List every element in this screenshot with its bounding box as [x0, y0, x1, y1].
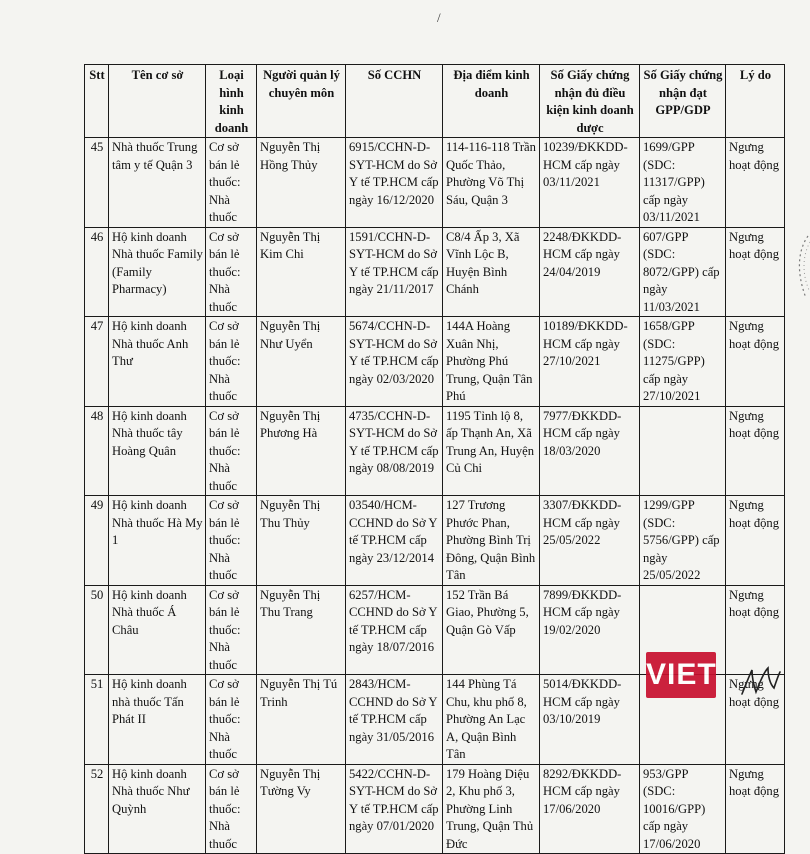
- header-name: Tên cơ sở: [109, 65, 206, 138]
- cell-cchn: 2843/HCM-CCHND do Sở Y tế TP.HCM cấp ngày 31/05/2016: [346, 675, 443, 765]
- cell-stt: 45: [85, 138, 109, 228]
- cell-cchn: 1591/CCHN-D-SYT-HCM do Sở Y tế TP.HCM cấp ngày 21/11/2017: [346, 227, 443, 317]
- cell-name: Hộ kinh doanh Nhà thuốc Family (Family Pharmacy): [109, 227, 206, 317]
- cell-reason: Ngưng hoạt động: [726, 138, 785, 228]
- cell-dkkd: 8292/ĐKKDD-HCM cấp ngày 17/06/2020: [540, 764, 640, 854]
- cell-address: 179 Hoàng Diệu 2, Khu phố 3, Phường Linh Trung, Quận Thủ Đức: [443, 764, 540, 854]
- table-row: [85, 496, 785, 586]
- cell-cchn: 5422/CCHN-D-SYT-HCM do Sở Y tế TP.HCM cấp ngày 07/01/2020: [346, 764, 443, 854]
- table-row: [85, 406, 785, 496]
- cell-reason: Ngưng hoạt động: [726, 585, 785, 675]
- cell-type: Cơ sở bán lẻ thuốc: Nhà thuốc: [206, 227, 257, 317]
- table-row: [85, 764, 785, 854]
- cell-cchn: 6257/HCM-CCHND do Sở Y tế TP.HCM cấp ngày 18/07/2016: [346, 585, 443, 675]
- cell-stt: 52: [85, 764, 109, 854]
- cell-type: Cơ sở bán lẻ thuốc: Nhà thuốc: [206, 496, 257, 586]
- header-reason: Lý do: [726, 65, 785, 138]
- stamp-edge-mark: [792, 232, 810, 302]
- cell-manager: Nguyễn Thị Hồng Thủy: [257, 138, 346, 228]
- cell-cchn: 5674/CCHN-D-SYT-HCM do Sở Y tế TP.HCM cấp ngày 02/03/2020: [346, 317, 443, 407]
- cell-address: 144A Hoàng Xuân Nhị, Phường Phú Trung, Quận Tân Phú: [443, 317, 540, 407]
- cell-reason: Ngưng hoạt động: [726, 317, 785, 407]
- cell-stt: 50: [85, 585, 109, 675]
- table-row: [85, 317, 785, 407]
- cell-reason: Ngưng hoạt động: [726, 764, 785, 854]
- cell-reason: Ngưng hoạt động: [726, 227, 785, 317]
- cell-dkkd: 2248/ĐKKDD-HCM cấp ngày 24/04/2019: [540, 227, 640, 317]
- table-row: [85, 138, 785, 228]
- cell-manager: Nguyễn Thị Như Uyển: [257, 317, 346, 407]
- table-row: [85, 227, 785, 317]
- cell-address: 1195 Tỉnh lộ 8, ấp Thạnh An, Xã Trung An, Huyện Củ Chi: [443, 406, 540, 496]
- header-gpp: Số Giấy chứng nhận đạt GPP/GDP: [640, 65, 726, 138]
- cell-gpp: [640, 406, 726, 496]
- header-address: Địa điểm kinh doanh: [443, 65, 540, 138]
- cell-manager: Nguyễn Thị Thu Thủy: [257, 496, 346, 586]
- cell-stt: 46: [85, 227, 109, 317]
- cell-type: Cơ sở bán lẻ thuốc: Nhà thuốc: [206, 764, 257, 854]
- cell-type: Cơ sở bán lẻ thuốc: Nhà thuốc: [206, 585, 257, 675]
- cell-stt: 49: [85, 496, 109, 586]
- table-header-row: [85, 65, 785, 138]
- cell-name: Hộ kinh doanh Nhà thuốc Như Quỳnh: [109, 764, 206, 854]
- cell-address: C8/4 Ấp 3, Xã Vĩnh Lộc B, Huyện Bình Chánh: [443, 227, 540, 317]
- cell-reason: Ngưng hoạt động: [726, 675, 785, 765]
- tick-mark: /: [437, 10, 441, 25]
- cell-address: 152 Trần Bá Giao, Phường 5, Quận Gò Vấp: [443, 585, 540, 675]
- cell-cchn: 03540/HCM-CCHND do Sở Y tế TP.HCM cấp ngày 23/12/2014: [346, 496, 443, 586]
- cell-manager: Nguyễn Thị Kim Chi: [257, 227, 346, 317]
- cell-gpp: 607/GPP (SDC: 8072/GPP) cấp ngày 11/03/2021: [640, 227, 726, 317]
- cell-cchn: 4735/CCHN-D-SYT-HCM do Sở Y tế TP.HCM cấp ngày 08/08/2019: [346, 406, 443, 496]
- cell-dkkd: 7977/ĐKKDD-HCM cấp ngày 18/03/2020: [540, 406, 640, 496]
- cell-gpp: 1299/GPP (SDC: 5756/GPP) cấp ngày 25/05/2022: [640, 496, 726, 586]
- cell-address: 114-116-118 Trần Quốc Thảo, Phường Võ Thị Sáu, Quận 3: [443, 138, 540, 228]
- cell-gpp: 953/GPP (SDC: 10016/GPP) cấp ngày 17/06/2020: [640, 764, 726, 854]
- cell-dkkd: 5014/ĐKKDD-HCM cấp ngày 03/10/2019: [540, 675, 640, 765]
- header-stt: Stt: [85, 65, 109, 138]
- cell-stt: 48: [85, 406, 109, 496]
- header-manager: Người quản lý chuyên môn: [257, 65, 346, 138]
- cell-type: Cơ sở bán lẻ thuốc: Nhà thuốc: [206, 406, 257, 496]
- cell-manager: Nguyễn Thị Thu Trang: [257, 585, 346, 675]
- cell-name: Hộ kinh doanh Nhà thuốc Anh Thư: [109, 317, 206, 407]
- cell-cchn: 6915/CCHN-D-SYT-HCM do Sở Y tế TP.HCM cấp ngày 16/12/2020: [346, 138, 443, 228]
- cell-reason: Ngưng hoạt động: [726, 496, 785, 586]
- cell-manager: Nguyễn Thị Phương Hà: [257, 406, 346, 496]
- handwritten-signature: [738, 664, 782, 698]
- cell-dkkd: 10189/ĐKKDD-HCM cấp ngày 27/10/2021: [540, 317, 640, 407]
- cell-dkkd: 3307/ĐKKDD-HCM cấp ngày 25/05/2022: [540, 496, 640, 586]
- cell-name: Hộ kinh doanh Nhà thuốc Hà My 1: [109, 496, 206, 586]
- cell-stt: 47: [85, 317, 109, 407]
- viet-watermark-logo: VIET: [646, 652, 716, 698]
- cell-reason: Ngưng hoạt động: [726, 406, 785, 496]
- pharmacy-list-table: [84, 64, 785, 854]
- cell-name: Hộ kinh doanh Nhà thuốc Á Châu: [109, 585, 206, 675]
- cell-name: Hộ kinh doanh Nhà thuốc tây Hoàng Quân: [109, 406, 206, 496]
- cell-stt: 51: [85, 675, 109, 765]
- cell-type: Cơ sở bán lẻ thuốc: Nhà thuốc: [206, 675, 257, 765]
- cell-address: 127 Trương Phước Phan, Phường Bình Trị Đông, Quận Bình Tân: [443, 496, 540, 586]
- cell-name: Hộ kinh doanh nhà thuốc Tấn Phát II: [109, 675, 206, 765]
- header-dkkd: Số Giấy chứng nhận đủ điều kiện kinh doanh dược: [540, 65, 640, 138]
- cell-gpp: 1699/GPP (SDC: 11317/GPP) cấp ngày 03/11/2021: [640, 138, 726, 228]
- cell-type: Cơ sở bán lẻ thuốc: Nhà thuốc: [206, 138, 257, 228]
- cell-dkkd: 10239/ĐKKDD-HCM cấp ngày 03/11/2021: [540, 138, 640, 228]
- cell-dkkd: 7899/ĐKKDD-HCM cấp ngày 19/02/2020: [540, 585, 640, 675]
- header-cchn: Số CCHN: [346, 65, 443, 138]
- cell-manager: Nguyễn Thị Tường Vy: [257, 764, 346, 854]
- cell-name: Nhà thuốc Trung tâm y tế Quận 3: [109, 138, 206, 228]
- header-type: Loại hình kinh doanh: [206, 65, 257, 138]
- cell-gpp: 1658/GPP (SDC: 11275/GPP) cấp ngày 27/10/2021: [640, 317, 726, 407]
- cell-manager: Nguyễn Thị Tú Trinh: [257, 675, 346, 765]
- cell-type: Cơ sở bán lẻ thuốc: Nhà thuốc: [206, 317, 257, 407]
- cell-address: 144 Phùng Tá Chu, khu phố 8, Phường An Lạc A, Quận Bình Tân: [443, 675, 540, 765]
